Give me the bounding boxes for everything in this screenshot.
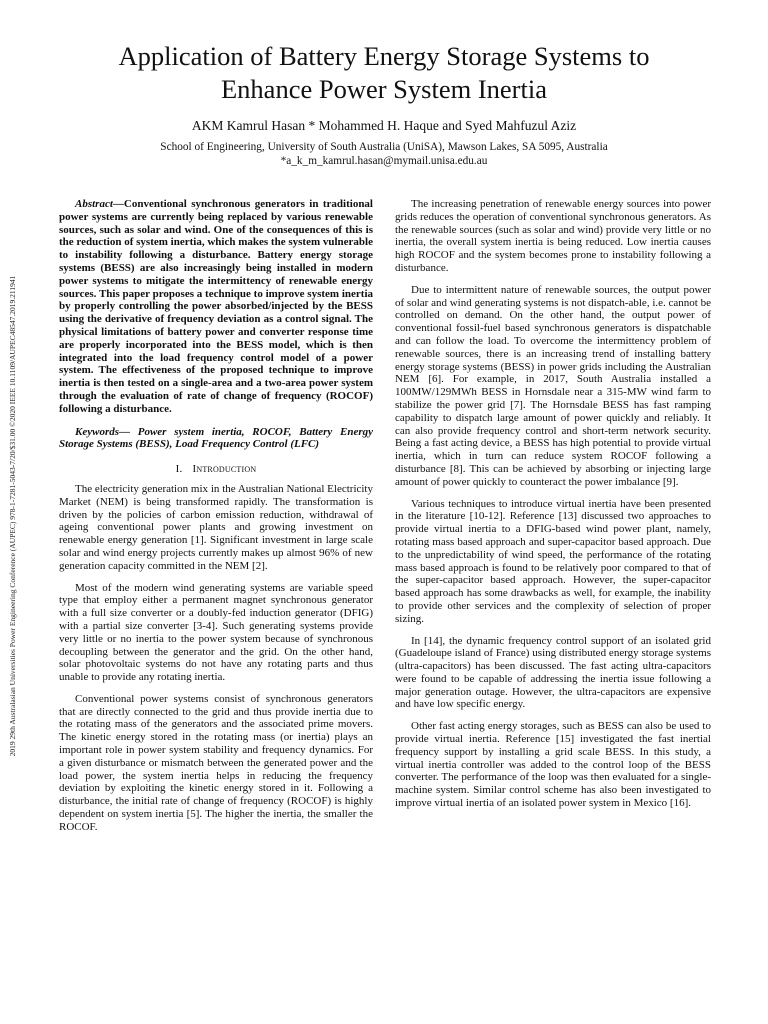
paragraph: Due to intermittent nature of renewable sources, the output power of solar and wind generating systems is not dispatch-able, i.e. cannot be controlled on demand. On the other hand, the output power of conventional fossil-fuel based synchronous generators is dispatchable and can follow the load. To overcome the intermittency problem of renewable sources, there is an increasing trend of installing battery energy storage systems (BESS) in power grids including the Australian NEM [6]. For example, in 2017, South Australia installed a 100MW/129MWh BESS in Hornsdale near a 315-MW wind farm to stabilize the power grid [7]. The Hornsdale BESS has fast ramping capability to dispatch large amount of power quickly and reliably. It can also provide frequency control and short-term network security. Being a fast acting device, a BESS has high potential to provide virtual inertia, which in turn can reduce system ROCOF following a disturbance [8]. This can be achieved by absorbing or injecting large amount of power quickly to counteract the power imbalance [9].: [395, 283, 711, 488]
section-number: I.: [175, 463, 183, 476]
paragraph: Conventional power systems consist of synchronous generators that are directly connected to the grid and thus provide inertia due to the rotating mass of the generators and the associated prime movers. The kinetic energy stored in the rotating mass (or inertia) plays an important role in power system stability and frequency dynamics. For a given disturbance or mismatch between the generated power and the load power, the system inertia helps in reducing the frequency deviation by exploiting the kinetic energy stored in it. Following a disturbance, the initial rate of change of frequency (ROCOF) is highly dependent on system inertia [5]. The higher the inertia, the smaller the ROCOF.: [59, 692, 373, 833]
affiliation-block: [40, 140, 728, 168]
affiliation: School of Engineering, University of South Australia (UniSA), Mawson Lakes, SA 5095, Australia: [160, 141, 608, 153]
abstract: [59, 198, 373, 416]
paragraph: Other fast acting energy storages, such as BESS can also be used to provide virtual inertia. Reference [15] investigated the fast inertial frequency support by installing a grid scale BESS. In this study, a virtual inertia controller was added to the control loop of the BESS converter. The performance of the loop was then evaluated for a single-machine system. Similar control scheme has also been investigated to improve virtual inertia of an isolated power system in Mexico [16].: [395, 720, 711, 810]
copyright-sidebar: [6, 200, 20, 832]
right-column: [395, 198, 711, 819]
left-column: [59, 198, 373, 843]
title-line-2: Enhance Power System Inertia: [221, 74, 547, 104]
paragraph: In [14], the dynamic frequency control support of an isolated grid (Guadeloupe island of France) using distributed energy storage systems (ultra-capacitors) has been discussed. The fast acting ultra-capacitors were found to be capable of addressing the inertia issue following a major generation outage. However, the ultra-capacitors are expensive and have low specific energy.: [395, 634, 711, 711]
paper-title: [40, 40, 728, 106]
keywords: [59, 426, 373, 452]
keywords-text: Power system inertia, ROCOF, Battery Energy Storage Systems (BESS), Load Frequency Control (LFC): [59, 425, 373, 451]
section-title: Introduction: [192, 463, 257, 476]
paragraph: The electricity generation mix in the Australian National Electricity Market (NEM) is being transformed rapidly. The transformation is driven by the policies of carbon emission reduction, withdrawal of ageing conventional power plants and growing investment on renewable energy generation [1]. Significant investment in large scale solar and wind energy projects currently makes up almost 96% of new generation capacity committed in the NEM [2].: [59, 482, 373, 572]
keywords-label: Keywords—: [75, 425, 130, 438]
abstract-text: Conventional synchronous generators in traditional power systems are currently being replaced by various renewable sources, such as solar and wind. One of the consequences of this is the reduction of system inertia, which makes the system vulnerable to instability following a disturbance. Battery energy storage systems (BESS) are also increasingly being installed in modern power systems to mitigate the intermittency of renewable energy sources. This paper proposes a technique to improve system inertia by properly controlling the power absorbed/injected by the BESS using the derivative of frequency deviation as a control signal. The physical limitations of battery power and converter response time are properly incorporated into the BESS model, which is then integrated into the load frequency control model of a power system. The effectiveness of the proposed technique to improve inertia is then tested on a single-area and a two-area power system through the evaluation of rate of change of frequency (ROCOF) following a disturbance.: [59, 198, 373, 415]
copyright-notice: 2019 29th Australasian Universities Power Engineering Conference (AUPEC) 978-1-7281-5043-7/20/$31.00 ©2020 IEEE 10.1109/AUPEC48547.2019.211941: [8, 275, 17, 757]
paragraph: Various techniques to introduce virtual inertia have been presented in the literature [10-12]. Reference [13] discussed two approaches to provide virtual inertia to a DFIG-based wind power plant, namely, rotating mass based approach and super-capacitor based approach. Due to the unpredictability of wind speed, the performance of the rotating mass based approach is found to be relatively poor compared to that of the super-capacitor based approach. However, the super-capacitor based approach has some drawbacks as well, for example, the inability to provide other services and the complexity of selection of proper sizing.: [395, 497, 711, 625]
paragraph: The increasing penetration of renewable energy sources into power grids reduces the operation of conventional synchronous generators. As the renewable sources (such as solar and wind) provide very little or no inertia, the overall system inertia is being reduced. Low inertia causes high ROCOF and the system becomes prone to instability following a disturbance.: [395, 198, 711, 274]
title-line-1: Application of Battery Energy Storage Systems to: [118, 41, 650, 71]
email: *a_k_m_kamrul.hasan@mymail.unisa.edu.au: [280, 155, 488, 167]
abstract-label: Abstract—: [75, 198, 124, 210]
section-heading: [59, 463, 373, 476]
paragraph: Most of the modern wind generating systems are variable speed type that employ either a permanent magnet synchronous generator with a full size converter or a doubly-fed induction generator (DFIG) with a partial size converter [3-4]. Such generating systems provide very little or no inertia to the power system because of synchronous decoupling between the generator and the grid. On the other hand, solar photovoltaic systems do not have any rotating parts and thus unable to provide any rotating inertia.: [59, 581, 373, 684]
author-list: AKM Kamrul Hasan * Mohammed H. Haque and Syed Mahfuzul Aziz: [191, 118, 577, 133]
